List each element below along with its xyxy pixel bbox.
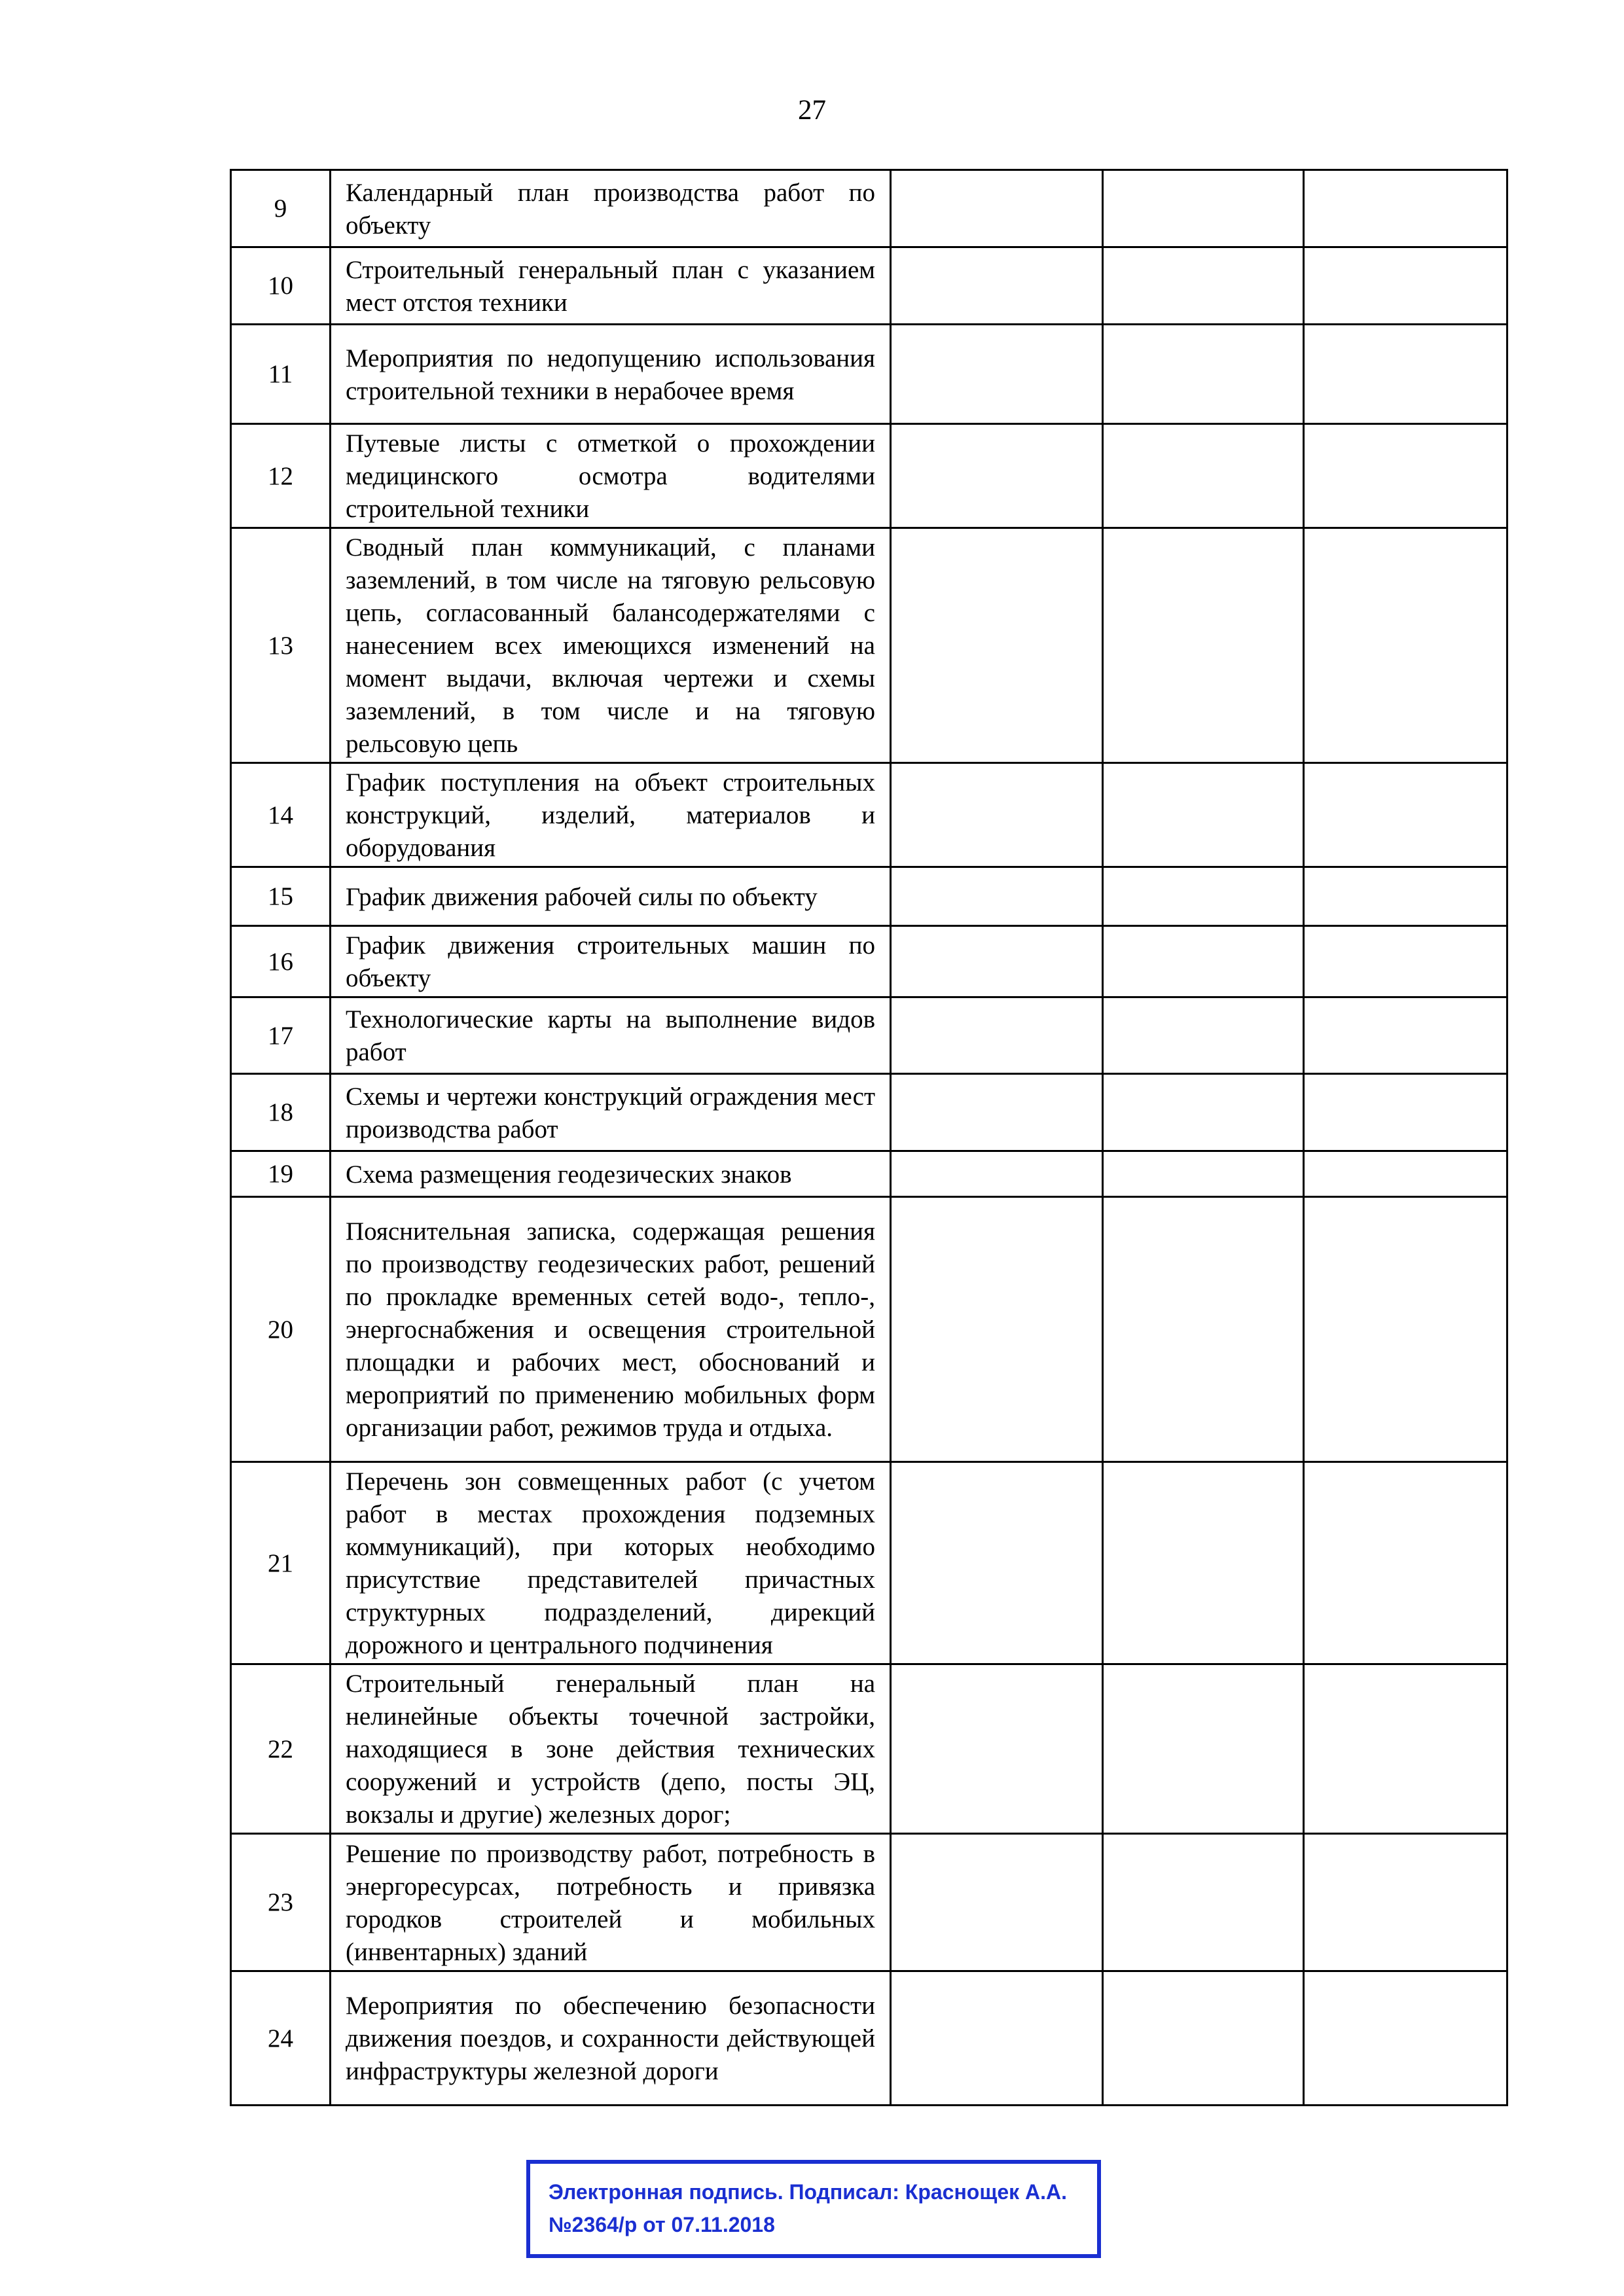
table-row bbox=[231, 247, 1507, 325]
row-number: 18 bbox=[231, 1074, 331, 1151]
row-text: Схемы и чертежи конструкций ограждения мест производства работ bbox=[331, 1074, 891, 1151]
row-text: График движения рабочей силы по объекту bbox=[331, 867, 891, 926]
table-row bbox=[231, 1151, 1507, 1197]
row-text: Технологические карты на выполнение видов работ bbox=[331, 997, 891, 1074]
empty-cell bbox=[891, 763, 1103, 867]
empty-cell bbox=[1103, 1074, 1304, 1151]
table-row bbox=[231, 528, 1507, 763]
empty-cell bbox=[1304, 867, 1507, 926]
empty-cell bbox=[1103, 1151, 1304, 1197]
electronic-signature-stamp bbox=[526, 2160, 1101, 2258]
empty-cell bbox=[1304, 1834, 1507, 1971]
row-text: Строительный генеральный план с указанием мест отстоя техники bbox=[331, 247, 891, 325]
row-number: 20 bbox=[231, 1197, 331, 1462]
empty-cell bbox=[1103, 1462, 1304, 1664]
empty-cell bbox=[891, 170, 1103, 247]
empty-cell bbox=[891, 867, 1103, 926]
empty-cell bbox=[891, 1151, 1103, 1197]
row-text: Перечень зон совмещенных работ (с учетом работ в местах прохождения подземных коммуникаций), при которых необходимо присутствие представителей причастных структурных подразделений, дирекций дорожного и центрального подчинения bbox=[331, 1462, 891, 1664]
empty-cell bbox=[891, 1834, 1103, 1971]
row-number: 24 bbox=[231, 1971, 331, 2106]
row-number: 19 bbox=[231, 1151, 331, 1197]
row-number: 12 bbox=[231, 424, 331, 528]
empty-cell bbox=[1103, 867, 1304, 926]
row-text: Мероприятия по обеспечению безопасности движения поездов, и сохранности действующей инфраструктуры железной дороги bbox=[331, 1971, 891, 2106]
empty-cell bbox=[891, 1197, 1103, 1462]
row-number: 13 bbox=[231, 528, 331, 763]
empty-cell bbox=[1304, 763, 1507, 867]
table-row bbox=[231, 1834, 1507, 1971]
row-text: Календарный план производства работ по объекту bbox=[331, 170, 891, 247]
row-number: 22 bbox=[231, 1664, 331, 1834]
row-text: Решение по производству работ, потребность в энергоресурсах, потребность и привязка городков строителей и мобильных (инвентарных) зданий bbox=[331, 1834, 891, 1971]
empty-cell bbox=[1304, 247, 1507, 325]
empty-cell bbox=[891, 1074, 1103, 1151]
table-row bbox=[231, 170, 1507, 247]
row-text: Строительный генеральный план на нелинейные объекты точечной застройки, находящиеся в зоне действия технических сооружений и устройств (депо, посты ЭЦ, вокзалы и другие) железных дорог; bbox=[331, 1664, 891, 1834]
empty-cell bbox=[1304, 1074, 1507, 1151]
empty-cell bbox=[891, 1971, 1103, 2106]
row-text: Мероприятия по недопущению использования строительной техники в нерабочее время bbox=[331, 325, 891, 424]
empty-cell bbox=[891, 1664, 1103, 1834]
document-table bbox=[230, 169, 1508, 2106]
table-row bbox=[231, 1664, 1507, 1834]
row-number: 21 bbox=[231, 1462, 331, 1664]
empty-cell bbox=[891, 424, 1103, 528]
empty-cell bbox=[891, 997, 1103, 1074]
empty-cell bbox=[1304, 170, 1507, 247]
empty-cell bbox=[891, 528, 1103, 763]
empty-cell bbox=[1304, 424, 1507, 528]
row-number: 10 bbox=[231, 247, 331, 325]
table-row bbox=[231, 867, 1507, 926]
table-row bbox=[231, 997, 1507, 1074]
row-text: График поступления на объект строительных конструкций, изделий, материалов и оборудования bbox=[331, 763, 891, 867]
row-number: 14 bbox=[231, 763, 331, 867]
empty-cell bbox=[891, 926, 1103, 997]
empty-cell bbox=[1103, 528, 1304, 763]
row-text: Путевые листы с отметкой о прохождении медицинского осмотра водителями строительной техники bbox=[331, 424, 891, 528]
table-row bbox=[231, 1462, 1507, 1664]
row-text: Сводный план коммуникаций, с планами заземлений, в том числе на тяговую рельсовую цепь, согласованный балансодержателями с нанесением всех имеющихся изменений на момент выдачи, включая чертежи и схемы заземлений, в том числе и на тяговую рельсовую цепь bbox=[331, 528, 891, 763]
empty-cell bbox=[1103, 997, 1304, 1074]
table-row bbox=[231, 325, 1507, 424]
empty-cell bbox=[891, 1462, 1103, 1664]
row-number: 17 bbox=[231, 997, 331, 1074]
empty-cell bbox=[1304, 997, 1507, 1074]
table-row bbox=[231, 424, 1507, 528]
empty-cell bbox=[1103, 1197, 1304, 1462]
empty-cell bbox=[1304, 1197, 1507, 1462]
empty-cell bbox=[1103, 1834, 1304, 1971]
empty-cell bbox=[1103, 247, 1304, 325]
row-text: Пояснительная записка, содержащая решения по производству геодезических работ, решений по прокладке временных сетей водо-, тепло-, энергоснабжения и освещения строительной площадки и рабочих мест, обоснований и мероприятий по применению мобильных форм организации работ, режимов труда и отдыха. bbox=[331, 1197, 891, 1462]
empty-cell bbox=[1304, 1971, 1507, 2106]
row-number: 16 bbox=[231, 926, 331, 997]
empty-cell bbox=[1103, 1971, 1304, 2106]
empty-cell bbox=[1304, 528, 1507, 763]
empty-cell bbox=[1103, 170, 1304, 247]
empty-cell bbox=[1304, 325, 1507, 424]
empty-cell bbox=[1103, 325, 1304, 424]
table-row bbox=[231, 763, 1507, 867]
empty-cell bbox=[891, 325, 1103, 424]
signature-line-1: Электронная подпись. Подписал: Краснощек А.А. bbox=[549, 2180, 1068, 2204]
table-row bbox=[231, 1971, 1507, 2106]
empty-cell bbox=[1103, 1664, 1304, 1834]
empty-cell bbox=[1103, 926, 1304, 997]
empty-cell bbox=[1304, 1151, 1507, 1197]
empty-cell bbox=[1103, 763, 1304, 867]
empty-cell bbox=[1304, 1664, 1507, 1834]
empty-cell bbox=[891, 247, 1103, 325]
signature-line-2: №2364/р от 07.11.2018 bbox=[549, 2213, 775, 2236]
empty-cell bbox=[1103, 424, 1304, 528]
row-number: 23 bbox=[231, 1834, 331, 1971]
page-number: 27 bbox=[798, 95, 826, 126]
table-row bbox=[231, 1197, 1507, 1462]
empty-cell bbox=[1304, 1462, 1507, 1664]
row-number: 11 bbox=[231, 325, 331, 424]
empty-cell bbox=[1304, 926, 1507, 997]
table-row bbox=[231, 1074, 1507, 1151]
row-text: Схема размещения геодезических знаков bbox=[331, 1151, 891, 1197]
row-text: График движения строительных машин по объекту bbox=[331, 926, 891, 997]
row-number: 9 bbox=[231, 170, 331, 247]
row-number: 15 bbox=[231, 867, 331, 926]
table-row bbox=[231, 926, 1507, 997]
